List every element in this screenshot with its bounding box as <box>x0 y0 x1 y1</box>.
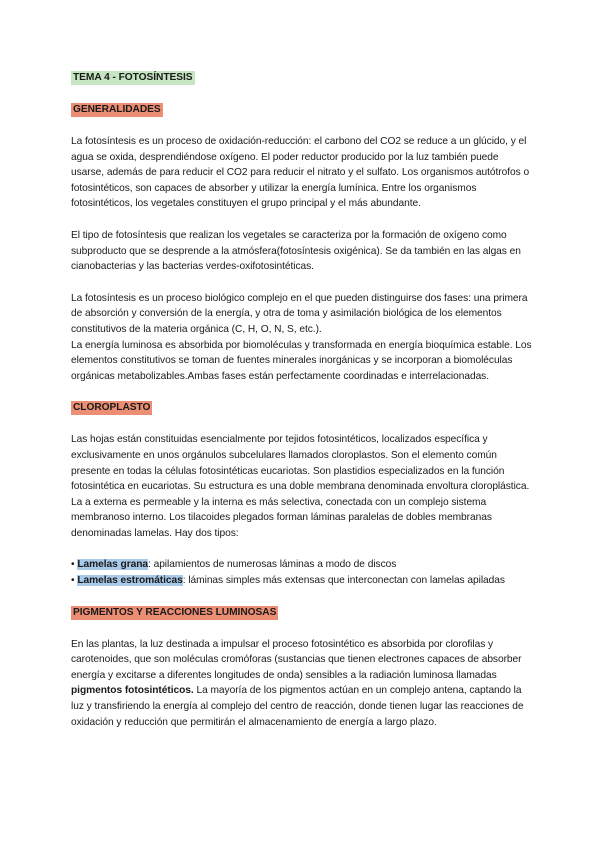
paragraph-text: La mayoría de los pigmentos actúan en un complejo antena, captando la luz y transfiriendo la energía al complejo del centro de reacción, donde tienen lugar las reacciones de oxidación y reducción que permitirán el almacenamiento de energía a largo plazo. <box>71 685 524 728</box>
list-item <box>71 557 533 573</box>
list-item <box>71 573 533 589</box>
list-item-text: : láminas simples más extensas que interconectan con lamelas apiladas <box>182 575 505 587</box>
paragraph: La fotosíntesis es un proceso de oxidación-reducción: el carbono del CO2 se reduce a un glúcido, y el agua se oxida, desprendiéndose oxígeno. El poder reductor producido por la luz también puede usarse, además de para reducir el CO2 para reducir el nitrato y el sulfato. Los organismos autótrofos o fotosintéticos, son capaces de absorber y utilizar la energía lumínica. Entre los organismos fotosintéticos, los vegetales constituyen el grupo principal y el más abundante. <box>71 136 530 210</box>
paragraph: La energía luminosa es absorbida por biomoléculas y transformada en energía bioquímica estable. Los elementos constitutivos se toman de fuentes minerales inorgánicas y se incorporan a biomoléculas orgánicas metabolizables.Ambas fases están perfectamente coordinadas e interrelacionadas. <box>71 339 532 382</box>
document-content <box>71 70 533 746</box>
bold-term: pigmentos fotosintéticos. <box>71 685 194 697</box>
highlighted-term: Lamelas grana <box>77 559 149 571</box>
list-item-text: : apilamientos de numerosas láminas a modo de discos <box>148 559 397 571</box>
paragraph: Las hojas están constituidas esencialmente por tejidos fotosintéticos, localizados específica y exclusivamente en unos orgánulos subcelulares llamados cloroplastos. Son el elemento común presente en todas la células fotosintéticas eucariotas. Son plastidios especializados en la función fotosintética en eucariotas. Su estructura es una doble membrana denominada envoltura cloroplástica. La a externa es permeable y la interna es más selectiva, conectada con un complejo sistema membranoso interno. Los tilacoides plegados forman láminas paralelas de dobles membranas denominadas lamelas. Hay dos tipos: <box>71 434 530 539</box>
paragraph: La fotosíntesis es un proceso biológico complejo en el que pueden distinguirse dos fases: una primera de absorción y conversión de la energía, y otra de toma y asimilación biológica de los elementos constitutivos de la materia orgánica (C, H, O, N, S, etc.). <box>71 292 528 335</box>
lamelas-list <box>71 557 533 588</box>
section-heading-generalidades: GENERALIDADES <box>73 104 161 115</box>
section-heading-cloroplasto: CLOROPLASTO <box>73 402 151 414</box>
section-heading-pigmentos: PIGMENTOS Y REACCIONES LUMINOSAS <box>73 606 277 618</box>
bullet: • <box>71 575 75 587</box>
paragraph-text: En las plantas, la luz destinada a impulsar el proceso fotosintético es absorbida por clorofilas y carotenoides, que son moléculas cromóforas (sustancias que tienen electrones capaces de absorber energía y excitarse a diferentes longitudes de onda) sensibles a la radiación luminosa llamadas <box>71 638 522 681</box>
paragraph <box>71 637 533 731</box>
page-title: TEMA 4 - FOTOSÍNTESIS <box>73 72 193 83</box>
bullet: • <box>71 559 75 571</box>
paragraph: El tipo de fotosíntesis que realizan los vegetales se caracteriza por la formación de oxígeno como subproducto que se desprende a la atmósfera(fotosíntesis oxigénica). Se da también en las algas en cianobacterias y las bacterias verdes-oxifotosintéticas. <box>71 229 521 273</box>
highlighted-term: Lamelas estromáticas <box>77 575 183 587</box>
